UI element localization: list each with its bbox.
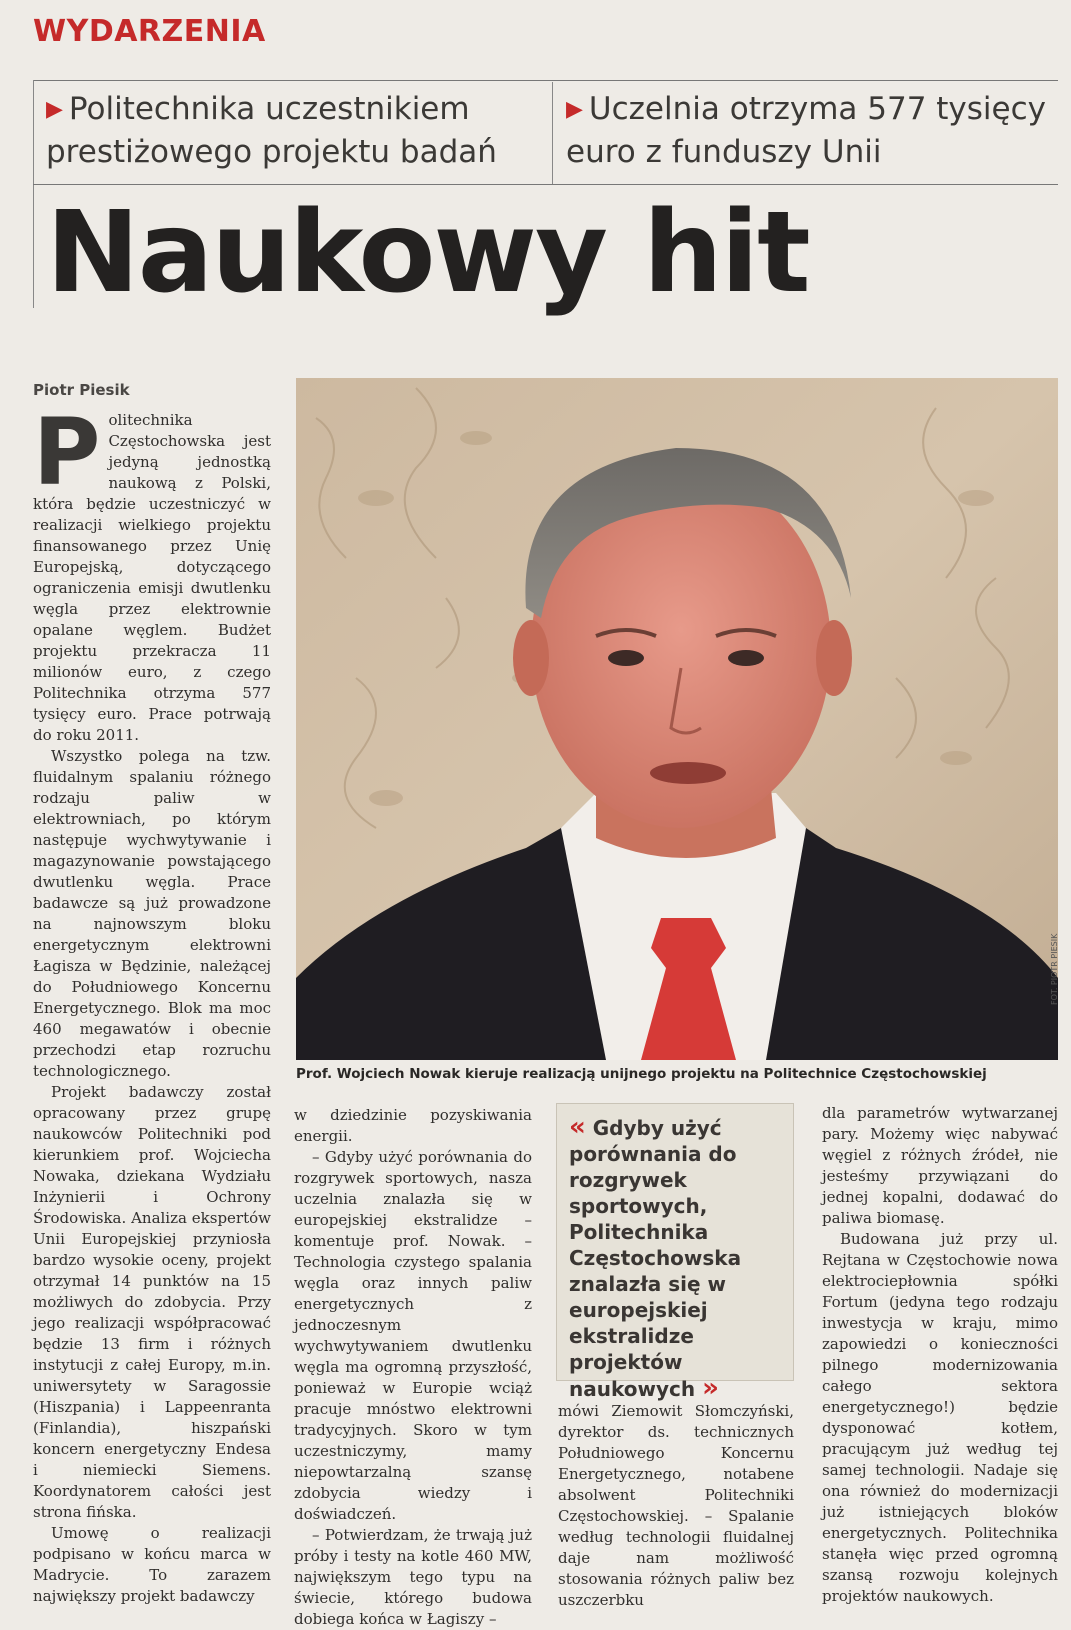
photo-credit: FOT. PIOTR PIESIK — [1050, 933, 1059, 1005]
drop-cap: P — [33, 399, 101, 506]
article-column-1 — [33, 399, 271, 1607]
article-column-2 — [294, 1105, 532, 1630]
paragraph: Umowę o realizacji podpisano w końcu marca w Madrycie. To zarazem największy projekt badawczy — [33, 1524, 271, 1605]
left-rule — [33, 80, 34, 308]
paragraph: mówi Ziemowit Słomczyński, dyrektor ds. technicznych Południowego Koncernu Energetycznego, notabene absolwent Politechniki Częstochowskiej. – Spalanie według technologii fluidalnej daje nam możliwość stosowania różnych paliw bez uszczerbku — [558, 1402, 794, 1609]
pull-quote — [556, 1103, 794, 1403]
portrait-photo — [296, 378, 1058, 1060]
headline: Naukowy hit — [46, 188, 809, 318]
quote-close-icon: » — [702, 1373, 719, 1403]
byline: Piotr Piesik — [33, 381, 130, 399]
pull-quote-text: Gdyby użyć porównania do rozgrywek sportowych, Politechnika Częstochowska znalazła się w europejskiej ekstralidze projektów naukowych — [569, 1116, 742, 1401]
article-column-3 — [558, 1401, 794, 1611]
lead-item-2 — [566, 88, 1056, 173]
lead-text-2: Uczelnia otrzyma 577 tysięcy euro z funduszy Unii — [566, 91, 1047, 170]
paragraph: dla parametrów wytwarzanej pary. Możemy więc nabywać węgiel z różnych źródeł, nie jesteśmy przywiązani do jednej kopalni, dodawać do paliwa biomasę. — [822, 1104, 1058, 1227]
lead-item-1 — [46, 88, 546, 173]
article-column-4 — [822, 1103, 1058, 1607]
top-rule — [33, 80, 1058, 81]
photo-caption: Prof. Wojciech Nowak kieruje realizacją unijnego projektu na Politechnice Częstochowskiej — [296, 1066, 987, 1082]
section-tag: WYDARZENIA — [33, 14, 266, 49]
paragraph — [33, 399, 271, 746]
paragraph: Projekt badawczy został opracowany przez grupę naukowców Politechniki pod kierunkiem prof. Wojciecha Nowaka, dziekana Wydziału Inżynierii i Ochrony Środowiska. Analiza ekspertów Unii Europejskiej przyniosła bardzo wysokie oceny, projekt otrzymał 14 punktów na 15 możliwych do zdobycia. Przy jego realizacji współpracować będzie 13 firm i różnych instytucji z całej Europy, m.in. uniwersytety w Saragossie (Hiszpania) i Lappeenranta (Finlandia), hiszpański koncern energetyczny Endesa i niemiecki Siemens. Koordynatorem całości jest strona fińska. — [33, 1083, 271, 1521]
lead-text-1: Politechnika uczestnikiem prestiżowego projektu badań — [46, 91, 497, 170]
paragraph-text: olitechnika Częstochowska jest jedyną jednostką naukową z Polski, która będzie uczestniczyć w realizacji wielkiego projektu finansowanego przez Unię Europejską, dotyczącego ograniczenia emisji dwutlenku węgla przez elektrownie opalane węglem. Budżet projektu przekracza 11 milionów euro, z czego Politechnika otrzyma 577 tysięcy euro. Prace potrwają do roku 2011. — [33, 411, 271, 744]
lead-bottom-rule — [33, 184, 1058, 185]
triangle-bullet-icon: ▶ — [566, 97, 583, 122]
paragraph: w dziedzinie pozyskiwania energii. — [294, 1106, 532, 1145]
paragraph: Wszystko polega na tzw. fluidalnym spalaniu różnego rodzaju paliw w elektrowniach, po którym następuje wychwytywanie i magazynowanie powstającego dwutlenku węgla. Prace badawcze są już prowadzone na najnowszym bloku energetycznym elektrowni Łagisza w Będzinie, należącej do Południowego Koncernu Energetycznego. Blok ma moc 460 megawatów i obecnie przechodzi etap rozruchu technologicznego. — [33, 747, 271, 1080]
triangle-bullet-icon: ▶ — [46, 97, 63, 122]
paragraph: Budowana już przy ul. Rejtana w Częstochowie nowa elektrociepłownia spółki Fortum (jedyna tego rodzaju inwestycja w kraju, mimo zapowiedzi o konieczności pilnego modernizowania całego sektora energetycznego!) będzie dysponować kotłem, pracującym już według tej samej technologii. Nadaje się ona również do modernizacji już istniejących bloków energetycznych. Politechnika stanęła więc przed ogromną szansą rozwoju kolejnych projektów naukowych. — [822, 1230, 1058, 1605]
paragraph: – Gdyby użyć porównania do rozgrywek sportowych, nasza uczelnia znalazła się w europejskiej ekstralidze – komentuje prof. Nowak. – Technologia czystego spalania węgla oraz innych paliw energetycznych z jednoczesnym wychwytywaniem dwutlenku węgla ma ogromną przyszłość, ponieważ w Europie wciąż pracuje mnóstwo elektrowni tradycyjnych. Skoro w tym uczestniczymy, mamy niepowtarzalną szansę zdobycia wiedzy i doświadczeń. — [294, 1148, 532, 1523]
lead-separator — [552, 82, 553, 184]
quote-open-icon: « — [569, 1112, 586, 1142]
paragraph: – Potwierdzam, że trwają już próby i testy na kotle 460 MW, największym tego typu na świecie, którego budowa dobiega końca w Łagiszy – — [294, 1526, 532, 1628]
